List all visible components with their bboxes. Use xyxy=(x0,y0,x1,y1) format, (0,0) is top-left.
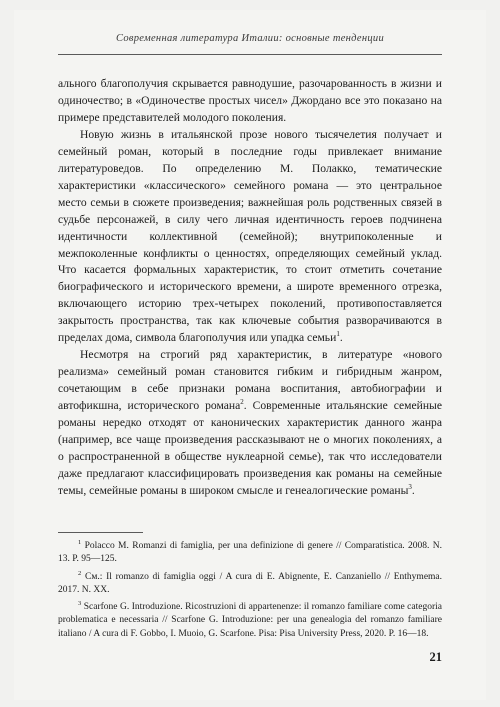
paragraph-text: . Современные итальянские семейные романы нередко отходят от канонических характеристик данного жанра (например, все чаще произведения рассказывают не о многих поколениях, а о распространенной в обществе нуклеарной семье), так что исследователи даже предлагают классифицировать произведения как романы на семейные темы, семейные романы в широком смысле и генеалогические романы xyxy=(58,399,442,497)
paragraph-new-realism xyxy=(58,347,442,500)
paragraph-text: Несмотря на строгий ряд характеристик, в литературе «нового реализма» семейный роман становится гибким и гибридным жанром, сочетающим в себе признаки романа воспитания, автобиографии и автофикшна, исторического романа xyxy=(58,348,442,413)
footnote-number: 3 xyxy=(78,600,82,608)
footnote-number: 2 xyxy=(78,569,82,577)
footnote-text: См.: Il romanzo di famiglia oggi / A cura di E. Abignente, E. Canzaniello // Enthymema. 2017. N. XX. xyxy=(58,571,443,595)
footnote-ref-3[interactable]: 3 xyxy=(408,483,412,492)
paragraph-text: ального благополучия скрывается равнодушие, разочарованность в жизни и одиночество; в «Одиночестве простых чисел» Джордано все это показано на примере представителей молодого поколения. xyxy=(58,77,442,124)
header-divider xyxy=(58,54,442,55)
paragraph-text: . xyxy=(411,483,415,497)
footnotes-divider xyxy=(58,532,143,533)
footnote-3 xyxy=(58,601,442,641)
running-head: Современная литература Италии: основные тенденции xyxy=(115,33,385,44)
footnote-number: 1 xyxy=(78,538,82,546)
paragraph-continuation xyxy=(58,76,442,127)
paragraph-family-novel: Новую жизнь в итальянской прозе нового тысячелетия получает и семейный роман, который в последние годы привлекает внимание литературоведов. По определению М. Полакко, тематические характеристики «классического» семейного романа — это центральное место семьи в сюжете произведения; важнейшая роль родственных связей в судьбе персонажей, в силу чего личная идентичность героев подчинена идентичности коллективной (семейной); внутрипоколенные и межпоколенные конфликты о ценностях, определяющих семейный уклад. Что касается формальных характеристик, то стоит отметить сочетание биографического и исторического времени, а широте временного отрезка, включающего историю трех-четырех поколений, противопоставляется закрытость пространства, так как ключевые события разворачиваются в пределах дома, символа благополучия или упадка семьи$^1$. xyxy=(58,127,442,345)
footnote-1 xyxy=(58,540,442,567)
footnote-ref-1[interactable]: 1 xyxy=(336,330,340,339)
footnote-2 xyxy=(58,571,442,598)
paragraph-text: Новую жизнь в итальянской прозе нового тысячелетия получает и семейный роман, который в последние годы привлекает внимание литературоведов. По определению М. Полакко, тематические характеристики «классического» семейного романа — это центральное место семьи в сюжете произведения; важнейшая роль родственных связей в судьбе персонажей, в силу чего личная идентичность героев подчинена идентичности коллективной (семейной); внутрипоколенные и межпоколенные конфликты о ценностях, определяющих семейный уклад. Что касается формальных характеристик, то стоит отметить сочетание биографического и исторического времени, а широте временного отрезка, включающего историю трех-четырех поколений, противопоставляется закрытость пространства, так как ключевые события разворачиваются в пределах дома, символа благополучия или упадка семьи xyxy=(58,127,442,345)
footnotes xyxy=(58,540,442,641)
main-text xyxy=(58,76,442,500)
footnote-text: Scarfone G. Introduzione. Ricostruzioni di appartenenze: il romanzo familiare come categoria problematica e necessaria // Scarfone G. Introduzione: per una genealogia del romanzo familiare italiano / A cura di F. Gobbo, I. Muoio, G. Scarfone. Pisa: Pisa University Press, 2020. P. 16—18. xyxy=(58,602,442,639)
footnote-text: Polacco M. Romanzi di famiglia, per una definizione di genere // Comparatistica. 2008. N. 13. P. 95—125. xyxy=(58,541,443,565)
footnote-ref-2[interactable]: 2 xyxy=(240,398,244,407)
page-number: 21 xyxy=(429,650,442,664)
